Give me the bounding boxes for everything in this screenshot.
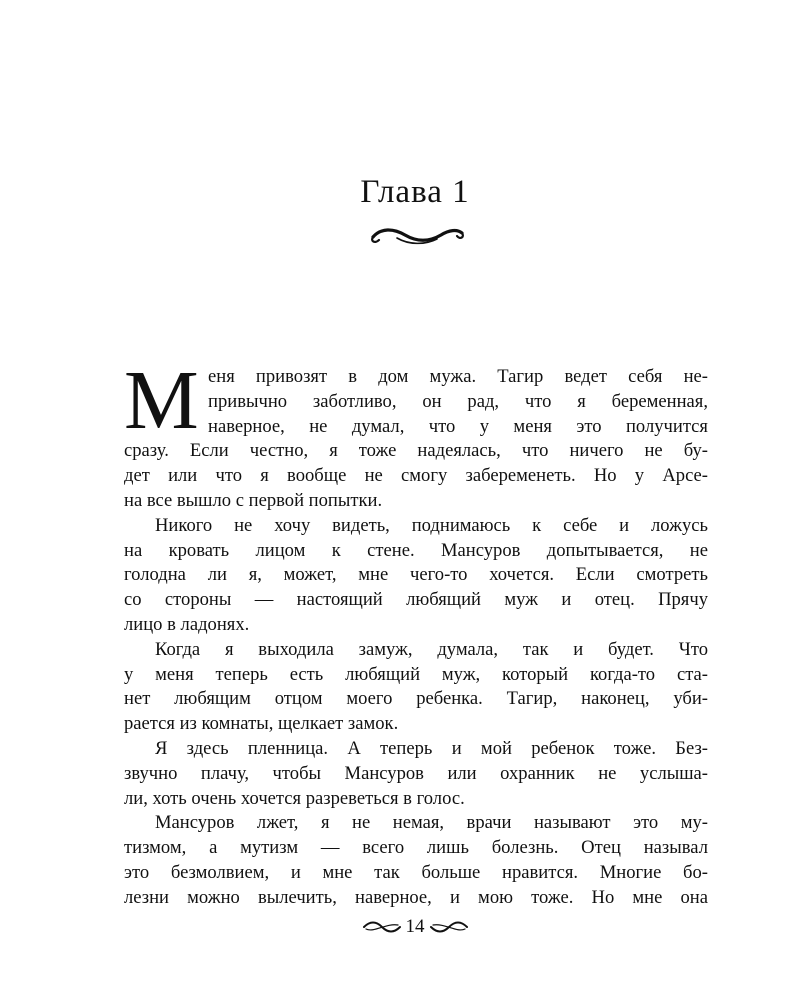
text-line: ли, хоть очень хочется разреветься в голос. [124, 787, 465, 809]
text-line: у меня теперь есть любящий муж, который когда-то ста- [124, 663, 708, 685]
page-number: 14 [405, 916, 425, 937]
text-line: наверное, не думал, что у меня это получится [208, 415, 708, 437]
text-line: рается из комнаты, щелкает замок. [124, 713, 399, 735]
body-text [124, 354, 708, 911]
text-line: Когда я выходила замуж, думала, так и будет. Что [155, 638, 708, 660]
text-line: голодна ли я, может, мне чего-то хочется. Если смотреть [124, 564, 708, 586]
text-line: сразу. Если честно, я тоже надеялась, что ничего не бу- [124, 440, 708, 462]
text-line: Я здесь пленница. А теперь и мой ребенок тоже. Без- [155, 737, 708, 759]
text-line: Никого не хочу видеть, поднимаюсь к себе и ложусь [155, 514, 708, 536]
text-line: еня привозят в дом мужа. Тагир ведет себя не- [208, 366, 708, 387]
paragraph [124, 638, 708, 737]
chapter-title: Глава 1 [360, 174, 470, 210]
first-paragraph [124, 354, 708, 514]
drop-cap: М [124, 354, 199, 447]
text-line: тизмом, а мутизм — всего лишь болезнь. Отец называл [124, 837, 708, 859]
paragraph [124, 737, 708, 811]
flourish-ornament-icon [367, 224, 467, 248]
text-line: дет или что я вообще не смогу забеременеть. Но у Арсе- [124, 465, 708, 487]
text-line: лицо в ладонях. [124, 613, 250, 635]
footer-left-flourish-icon [362, 920, 402, 934]
text-line: на кровать лицом к стене. Мансуров допытывается, не [124, 539, 708, 561]
text-line: нет любящим отцом моего ребенка. Тагир, наконец, уби- [124, 688, 708, 710]
footer-right-flourish-icon [429, 920, 469, 934]
text-line: Мансуров лжет, я не немая, врачи называют это му- [155, 812, 708, 834]
paragraph [124, 514, 708, 638]
text-line: лезни можно вылечить, наверное, и мою тоже. Но мне она [124, 886, 708, 908]
text-line: со стороны — настоящий любящий муж и отец. Прячу [124, 589, 708, 611]
text-line: привычно заботливо, он рад, что я беременная, [208, 390, 708, 412]
text-line: это безмолвием, и мне так больше нравится. Многие бо- [124, 861, 708, 883]
text-line: звучно плачу, чтобы Мансуров или охранник не услыша- [124, 762, 708, 784]
text-line: на все вышло с первой попытки. [124, 489, 383, 511]
paragraph [124, 811, 708, 910]
page-footer [0, 914, 800, 940]
